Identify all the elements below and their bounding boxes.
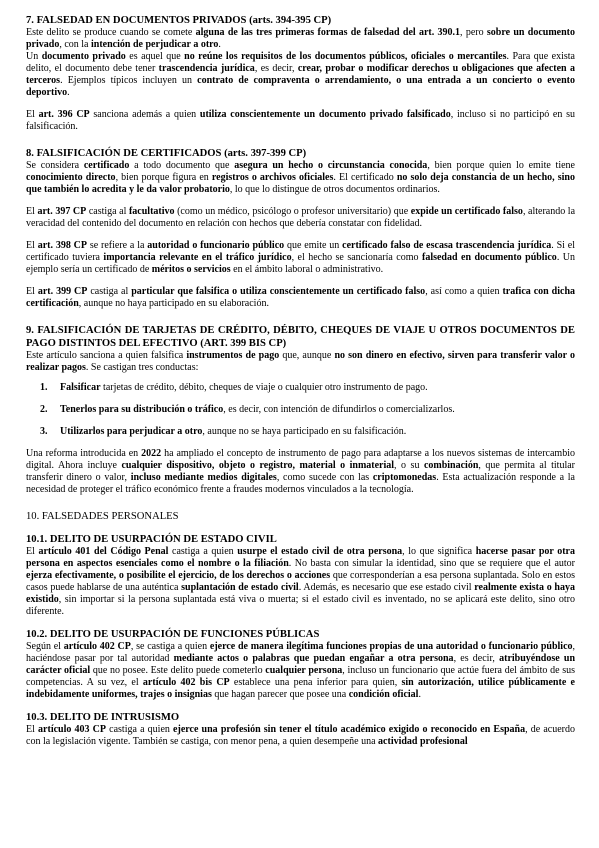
emphasis-text: intención de perjudicar a otro xyxy=(91,39,219,50)
emphasis-text: asegura un hecho o circunstancia conocida xyxy=(234,160,428,171)
emphasis-text: ejerce una profesión sin tener el título académico exigido o reconocido en España xyxy=(173,724,526,735)
body-text: , es decir, xyxy=(254,63,298,74)
emphasis-text: trafica con dicha certificación xyxy=(26,286,576,309)
emphasis-text: artículo 403 CP xyxy=(38,724,107,735)
emphasis-text: ejerza efectivamente, o posibilite el ejercicio, de los derechos o acciones xyxy=(26,570,331,581)
list-item-number: 3. xyxy=(40,426,48,437)
body-text: . Un ejemplo sería un certificado de xyxy=(26,252,575,275)
body-text: que, aunque xyxy=(279,350,335,361)
body-text: , bien porque quien lo emite tiene xyxy=(427,160,575,171)
body-text: El xyxy=(26,240,38,251)
list-item-number: 2. xyxy=(40,404,48,415)
emphasis-text: alguna de las tres primeras formas de falsedad del art. 390.1 xyxy=(195,27,461,38)
body-text: . Para que exista delito, el documento debe tener xyxy=(26,51,575,74)
list-item xyxy=(40,426,575,438)
emphasis-text: conocimiento directo xyxy=(26,172,116,183)
emphasis-text: trascendencia jurídica xyxy=(158,63,255,74)
body-text: , incluso si no participó en su falsificación. xyxy=(26,109,575,132)
emphasis-text: importancia relevante en el tráfico jurídico xyxy=(103,252,292,263)
emphasis-text: utiliza conscientemente un documento privado falsificado xyxy=(199,109,451,120)
emphasis-text: expide un certificado falso xyxy=(410,206,523,217)
body-text: . Si el certificado tuviera xyxy=(26,240,576,263)
emphasis-text: cualquier persona xyxy=(265,665,343,676)
emphasis-text: registros o archivos oficiales xyxy=(211,172,334,183)
emphasis-text: documento privado xyxy=(41,51,126,62)
section-10-1-paragraph xyxy=(26,546,575,618)
body-text: , incluso un funcionario que actúe fuera del ámbito de sus competencias. A su vez, el xyxy=(26,665,575,688)
emphasis-text: criptomonedas xyxy=(372,472,437,483)
emphasis-text: certificado xyxy=(83,160,130,171)
body-text: (como un médico, psicólogo o profesor universitario) que xyxy=(174,206,411,217)
body-text: . Se castigan tres conductas: xyxy=(85,362,199,373)
section-9-paragraph-2 xyxy=(26,448,575,496)
body-text: sanciona además a quien xyxy=(89,109,200,120)
body-text: , lo que lo distingue de otros documentos ordinarios. xyxy=(229,184,440,195)
body-text: castiga a quien xyxy=(168,546,238,557)
body-text: Una reforma introducida en xyxy=(26,448,142,459)
emphasis-text: particular que falsifica o utiliza conscientemente un certificado falso xyxy=(131,286,426,297)
body-text: Este artículo sanciona a quien falsifica xyxy=(26,350,187,361)
body-text: en el ámbito laboral o administrativo. xyxy=(230,264,384,275)
body-text: , es decir, xyxy=(453,653,500,664)
section-10-3-heading: 10.3. DELITO DE INTRUSISMO xyxy=(26,712,180,723)
body-text: , que permita al titular transferir dinero o valor, xyxy=(26,460,575,483)
emphasis-text: actividad profesional xyxy=(378,736,468,747)
body-text: , así como a quien xyxy=(425,286,503,297)
body-text: . Además, es necesario que ese estado civil xyxy=(298,582,475,593)
section-10-3-paragraph xyxy=(26,724,575,748)
body-text: , lo que significa xyxy=(402,546,476,557)
emphasis-text: falsedad en documento público xyxy=(421,252,557,263)
body-text: castiga al xyxy=(87,286,132,297)
section-8-paragraph-3 xyxy=(26,240,575,276)
emphasis-text: 2022 xyxy=(141,448,162,459)
list-item xyxy=(40,382,575,394)
body-text: castiga al xyxy=(86,206,129,217)
emphasis-text: ejerce de manera ilegítima funciones propias de una autoridad o funcionario público xyxy=(209,641,573,652)
body-text: , de acuerdo con la legislación vigente. También se castiga, con menor pena, a quien desempeñe una xyxy=(26,724,575,747)
section-7-paragraph-1 xyxy=(26,27,575,51)
list-item-text xyxy=(60,404,455,415)
body-text: , o su xyxy=(394,460,424,471)
body-text: , se castiga a quien xyxy=(130,641,210,652)
body-text: El xyxy=(26,546,39,557)
section-10-2-heading: 10.2. DELITO DE USURPACIÓN DE FUNCIONES PÚBLICAS xyxy=(26,629,320,640)
emphasis-text: artículo 402 bis CP xyxy=(142,677,230,688)
body-text: castiga a quien xyxy=(106,724,174,735)
emphasis-text: no reúne los requisitos de los documentos públicos, oficiales o mercantiles xyxy=(184,51,507,62)
body-text: , con la xyxy=(59,39,91,50)
body-text: que no posee. Este delito puede cometerlo xyxy=(90,665,266,676)
body-text: . Esta actualización responde a la necesidad de proteger el tráfico económico frente a fraudes modernos vinculados a la tecnología. xyxy=(26,472,575,495)
body-text: ha ampliado el concepto de instrumento de pago para adaptarse a los nuevos sistemas de intercambio digital. Ahora incluye xyxy=(26,448,575,471)
body-text: , bien porque figura en xyxy=(115,172,212,183)
list-item xyxy=(40,404,575,416)
list-item-text xyxy=(60,426,406,437)
section-8-paragraph-2 xyxy=(26,206,575,230)
section-7-heading: 7. FALSEDAD EN DOCUMENTOS PRIVADOS (arts. 394-395 CP) xyxy=(26,15,332,26)
body-text: , sin importar si la persona suplantada está viva o muerta; si el estado civil es inventado, no se aplicará este delito, sino otro diferente. xyxy=(26,594,575,617)
section-7-paragraph-3 xyxy=(26,109,575,133)
body-text: . El certificado xyxy=(333,172,397,183)
emphasis-text: art. 399 CP xyxy=(37,286,88,297)
emphasis-text: Utilizarlos para perjudicar a otro xyxy=(60,426,203,437)
body-text: El xyxy=(26,724,39,735)
emphasis-text: artículo 402 CP xyxy=(63,641,131,652)
body-text: establece una pena inferior para quien, xyxy=(229,677,402,688)
body-text: a todo documento que xyxy=(129,160,235,171)
emphasis-text: incluso mediante medios digitales xyxy=(130,472,277,483)
conduct-list xyxy=(26,382,575,438)
emphasis-text: mediante actos o palabras que puedan engañar a otra persona xyxy=(173,653,454,664)
body-text: Se considera xyxy=(26,160,84,171)
body-text: . xyxy=(218,39,221,50)
body-text: Un xyxy=(26,51,42,62)
body-text: tarjetas de crédito, débito, cheques de viaje o cualquier otro instrumento de pago. xyxy=(100,382,428,393)
emphasis-text: art. 398 CP xyxy=(37,240,88,251)
emphasis-text: sin autorización, utilice públicamente e indebidamente uniformes, trajes o insignias xyxy=(26,677,575,700)
emphasis-text: condición oficial xyxy=(348,689,419,700)
body-text: . No basta con simular la identidad, sino que se requiere que el autor xyxy=(288,558,575,569)
section-8-paragraph-1 xyxy=(26,160,575,196)
body-text: , el hecho se sancionaría como xyxy=(291,252,422,263)
body-text: El xyxy=(26,109,39,120)
section-8-heading: 8. FALSIFICACIÓN DE CERTIFICADOS (arts. 397-399 CP) xyxy=(26,148,307,159)
body-text: El xyxy=(26,206,38,217)
emphasis-text: usurpe el estado civil de otra persona xyxy=(237,546,403,557)
emphasis-text: contrato de compraventa o arrendamiento, o una entrada a un concierto o evento deportivo xyxy=(26,75,575,98)
section-9-heading: 9. FALSIFICACIÓN DE TARJETAS DE CRÉDITO, DÉBITO, CHEQUES DE VIAJE U OTROS DOCUMENTOS DE PAGO DISTINTOS DEL EFECTIVO (ART. 399 BIS CP) xyxy=(26,325,575,349)
emphasis-text: Tenerlos para su distribución o tráfico xyxy=(60,404,224,415)
list-item-text xyxy=(60,382,428,393)
body-text: , es decir, con intención de difundirlos o comercializarlos. xyxy=(223,404,455,415)
body-text: , haciéndose pasar por tal autoridad xyxy=(26,641,576,664)
emphasis-text: hacerse pasar por otra persona en aspectos esenciales como el nombre o la filiación xyxy=(26,546,575,569)
emphasis-text: art. 397 CP xyxy=(37,206,87,217)
section-8-paragraph-4 xyxy=(26,286,575,310)
emphasis-text: instrumentos de pago xyxy=(186,350,280,361)
body-text: . xyxy=(67,87,70,98)
body-text: es aquel que xyxy=(125,51,185,62)
emphasis-text: méritos o servicios xyxy=(151,264,231,275)
emphasis-text: combinación xyxy=(423,460,479,471)
emphasis-text: suplantación de estado civil xyxy=(181,582,299,593)
emphasis-text: crear, probar o modificar derechos u obligaciones que afecten a terceros xyxy=(26,63,575,86)
emphasis-text: facultativo xyxy=(128,206,175,217)
emphasis-text: certificado falso de escasa trascendencia jurídica xyxy=(342,240,552,251)
body-text: que hagan parecer que posee una xyxy=(211,689,349,700)
section-9-paragraph-1 xyxy=(26,350,575,374)
emphasis-text: Falsificar xyxy=(60,382,101,393)
list-item-number: 1. xyxy=(40,382,48,393)
body-text: , aunque no haya participado en su elaboración. xyxy=(78,298,269,309)
section-10-heading: 10. FALSEDADES PERSONALES xyxy=(26,511,179,522)
emphasis-text: realmente exista o haya existido xyxy=(26,582,575,605)
body-text: , aunque no se haya participado en su falsificación. xyxy=(202,426,407,437)
section-7-paragraph-2 xyxy=(26,51,575,99)
emphasis-text: art. 396 CP xyxy=(38,109,90,120)
emphasis-text: artículo 401 del Código Penal xyxy=(38,546,169,557)
section-10-1-heading: 10.1. DELITO DE USURPACIÓN DE ESTADO CIVIL xyxy=(26,534,277,545)
body-text: que corresponderían a esa persona suplantada. Solo en estos casos puede hablarse de una auténtica xyxy=(26,570,575,593)
emphasis-text: no son dinero en efectivo, sirven para transferir valor o realizar pagos xyxy=(26,350,575,373)
body-text: , alterando la veracidad del contenido del documento en relación con hechos que debería constatar con fidelidad. xyxy=(26,206,576,229)
body-text: . xyxy=(418,689,421,700)
emphasis-text: no solo deja constancia de un hecho, sino que también lo acredita y le da valor probatorio xyxy=(26,172,575,195)
body-text: se refiere a la xyxy=(87,240,148,251)
emphasis-text: sobre un documento privado xyxy=(26,27,575,50)
section-10-2-paragraph xyxy=(26,641,575,701)
body-text: que emite un xyxy=(284,240,343,251)
emphasis-text: atribuyéndose un carácter oficial xyxy=(26,653,575,676)
emphasis-text: cualquier dispositivo, objeto o registro, material o inmaterial xyxy=(121,460,395,471)
body-text: Este delito se produce cuando se comete xyxy=(26,27,196,38)
body-text: , pero xyxy=(460,27,487,38)
body-text: . Ejemplos típicos incluyen un xyxy=(60,75,198,86)
body-text: Según el xyxy=(26,641,64,652)
emphasis-text: autoridad o funcionario público xyxy=(147,240,285,251)
body-text: , como sucede con las xyxy=(276,472,373,483)
body-text: El xyxy=(26,286,38,297)
